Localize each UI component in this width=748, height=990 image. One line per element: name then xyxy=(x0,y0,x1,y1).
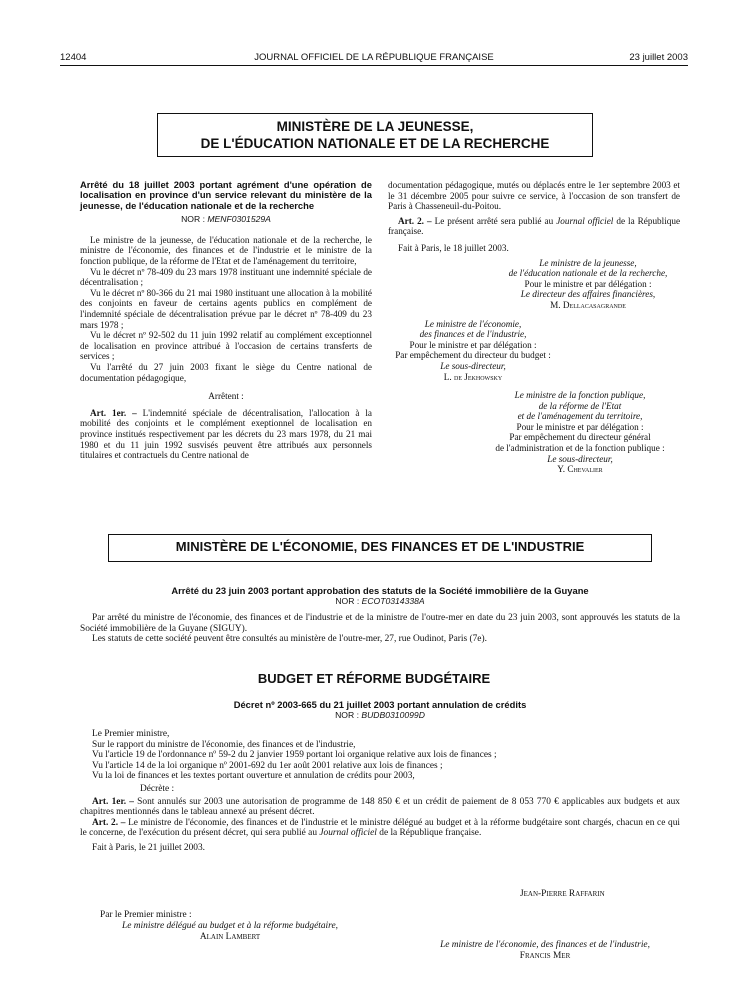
article-2-text-b: de la République française. xyxy=(388,215,681,237)
nor-code-3: BUDB0310099D xyxy=(361,710,425,721)
nor-code: MENF0301529A xyxy=(207,214,271,225)
nor-line-2 xyxy=(80,596,680,607)
sig3-line4: Pour le ministre et par délégation : xyxy=(516,421,644,432)
article-2-journal: Journal officiel xyxy=(556,215,614,226)
eco-title: Le ministre de l'économie, des finances et de l'industrie, xyxy=(440,940,650,950)
article-1-text: L'indemnité spéciale de décentralisation, l'allocation à la mobilité des conjoints et le complément exeptionnel de localisation en province institués respectivement par les décrets du 23 mars 1978, du 21 mai 1980 et du 11 juin 1992 susvisés peuvent être attribués aux personnels titulaires et contractuels du Centre national de xyxy=(80,407,372,461)
header-date: 23 juillet 2003 xyxy=(629,52,688,63)
vu-loi-finances: Vu la loi de finances et les textes portant ouverture et annulation de crédits pour 2003, xyxy=(92,771,415,782)
decret-article-2-journal: Journal officiel xyxy=(319,828,377,839)
ministry-title-line2: DE L'ÉDUCATION NATIONALE ET DE LA RECHERCHE xyxy=(200,136,550,151)
eco-name: Francis Mer xyxy=(519,951,571,961)
sur-rapport: Sur le rapport du ministre de l'économie, des finances et de l'industrie, xyxy=(92,739,356,750)
decret-article-2 xyxy=(80,818,680,839)
sig2-line2: des finances et de l'industrie, xyxy=(419,329,527,340)
budget-section-title: BUDGET ET RÉFORME BUDGÉTAIRE xyxy=(257,671,491,686)
decret-article-2-text-a: Le ministre de l'économie, des finances et de l'industrie et le ministre délégué au budget et à la réforme budgétaire sont chargés, chacun en ce qui le concerne, de l'exécution du présent décret, qui sera publié au xyxy=(80,817,681,839)
vu-loi-organique: Vu l'article 14 de la loi organique nº 2001-692 du 1er août 2001 relative aux lois de finances ; xyxy=(92,760,443,771)
sig2-name: L. de Jekhowsky xyxy=(443,371,503,382)
article-2-text-a: Le présent arrêté sera publié au xyxy=(434,215,554,226)
decret-article-1 xyxy=(80,797,680,818)
economy-ministry-title: MINISTÈRE DE L'ÉCONOMIE, DES FINANCES ET DE L'INDUSTRIE xyxy=(175,539,585,554)
sig3-line3: et de l'aménagement du territoire, xyxy=(517,411,643,422)
sig3-line7: Le sous-directeur, xyxy=(547,453,613,464)
article-2 xyxy=(388,216,680,237)
fait-paris: Fait à Paris, le 18 juillet 2003. xyxy=(398,242,509,253)
sig1-name: M. Dellacasagrande xyxy=(550,299,626,310)
decret-article-1-text: Sont annulés sur 2003 une autorisation de programme de 148 850 € et un crédit de paiement de 8 053 770 € applicables aux budgets et aux chapitres mentionnés dans le tableau annexé au présent décret. xyxy=(80,796,680,818)
sig3-line5: Par empêchement du directeur général xyxy=(509,432,651,443)
signature-block-1 xyxy=(498,258,678,311)
decret-article-1-label: Art. 1er. – xyxy=(92,796,134,807)
ministry-title-line1: MINISTÈRE DE LA JEUNESSE, xyxy=(276,119,474,134)
nor-line-3 xyxy=(80,710,680,721)
page-number: 12404 xyxy=(60,52,87,63)
sig2-line5: Le sous-directeur, xyxy=(440,360,506,371)
sig1-line3: Pour le ministre et par délégation : xyxy=(524,278,652,289)
delegue-name: Alain Lambert xyxy=(199,931,261,942)
signature-block-2 xyxy=(388,319,558,383)
eco-signature-block xyxy=(400,940,690,962)
arrete-siguy-title: Arrêté du 23 juin 2003 portant approbation des statuts de la Société immobilière de la Guyane xyxy=(171,585,589,596)
article-2-label: Art. 2. – xyxy=(398,215,432,226)
sig2-line1: Le ministre de l'économie, xyxy=(424,318,522,329)
sig1-line4: Le directeur des affaires financières, xyxy=(520,289,656,300)
vu-arrete-2003: Vu l'arrêté du 27 juin 2003 fixant le siège du Centre national de documentation pédagogique, xyxy=(80,361,372,383)
journal-title: JOURNAL OFFICIEL DE LA RÉPUBLIQUE FRANÇAISE xyxy=(254,52,494,63)
decrete: Décrète : xyxy=(140,783,175,794)
sig2-line3: Pour le ministre et par délégation : xyxy=(409,339,537,350)
sig3-line1: Le ministre de la fonction publique, xyxy=(514,390,646,401)
section2-body xyxy=(80,586,680,645)
decret-article-2-label: Art. 2. – xyxy=(92,817,126,828)
decret-article-2-text-b: de la République française. xyxy=(379,828,482,839)
vu-ordonnance: Vu l'article 19 de l'ordonnance nº 59-2 du 2 janvier 1959 portant loi organique relative aux lois de finances ; xyxy=(92,750,497,761)
ministry-title-box xyxy=(157,113,593,157)
premier-ministre: Le Premier ministre, xyxy=(92,729,170,739)
nor-label: NOR : xyxy=(181,214,205,225)
nor-line xyxy=(80,214,372,225)
sig2-line4: Par empêchement du directeur du budget : xyxy=(395,350,551,361)
nor-label-3: NOR : xyxy=(335,710,359,721)
preamble: Le ministre de la jeunesse, de l'éducation nationale et de la recherche, le ministre de l'économie, des finances et de l'industrie et le ministre de la fonction publique, de la réforme de l'Etat et de l'aménagement du territoire, xyxy=(80,234,372,266)
arretent: Arrêtent : xyxy=(208,391,244,402)
vu-decret-1992: Vu le décret nº 92-502 du 11 juin 1992 relatif au complément exceptionnel de localisation en province attribué à l'occasion de certains transferts de services ; xyxy=(80,330,372,362)
sig3-name: Y. Chevalier xyxy=(557,464,603,475)
header-rule xyxy=(60,65,688,66)
par-premier-ministre: Par le Premier ministre : xyxy=(100,910,192,920)
article-1 xyxy=(80,408,372,461)
siguy-para1: Par arrêté du ministre de l'économie, des finances et de l'industrie et de la ministre de l'outre-mer en date du 23 juin 2003, sont approuvés les statuts de la Société immobilière de la Guyane (SIGUY). xyxy=(80,613,680,634)
left-column xyxy=(80,180,372,461)
article-1-continued: documentation pédagogique, mutés ou déplacés entre le 1er septembre 2003 et le 31 décembre 2005 pour suivre ce service, à l'occasion de son transfert de Paris à Chasseneuil-du-Poitou. xyxy=(388,180,680,212)
vu-decret-1978: Vu le décret nº 78-409 du 23 mars 1978 instituant une indemnité spéciale de décentralisation ; xyxy=(80,266,372,288)
delegue-title: Le ministre délégué au budget et à la réforme budgétaire, xyxy=(122,920,338,931)
sig1-line1: Le ministre de la jeunesse, xyxy=(539,257,637,268)
right-column xyxy=(388,180,680,475)
decret-title: Décret nº 2003-665 du 21 juillet 2003 portant annulation de crédits xyxy=(233,699,527,710)
sig3-line2: de la réforme de l'Etat xyxy=(538,400,622,411)
nor-code-2: ECOT0314338A xyxy=(361,596,425,607)
fait-paris-2: Fait à Paris, le 21 juillet 2003. xyxy=(92,842,206,853)
pm-signature-block xyxy=(80,910,380,942)
economy-ministry-box xyxy=(108,534,652,562)
siguy-para2: Les statuts de cette société peuvent être consultés au ministère de l'outre-mer, 27, rue Oudinot, Paris (7e). xyxy=(92,634,487,645)
vu-decret-1980: Vu le décret nº 80-366 du 21 mai 1980 instituant une allocation à la mobilité des conjoints en faveur de certains agents publics en complément de l'indemnité spéciale de décentralisation prévue par le décret nº 78-409 du 23 mars 1978 ; xyxy=(80,287,372,330)
signer-raffarin: Jean-Pierre Raffarin xyxy=(520,889,605,899)
sig1-line2: de l'éducation nationale et de la recherche, xyxy=(508,268,668,279)
article-1-label: Art. 1er. – xyxy=(90,407,137,418)
arrete-title: Arrêté du 18 juillet 2003 portant agrément d'une opération de localisation en province d'un service relevant du ministère de la jeunesse, de l'éducation nationale et de la recherche xyxy=(80,179,372,211)
nor-label-2: NOR : xyxy=(335,596,360,607)
section3-body xyxy=(80,700,680,854)
signature-block-3 xyxy=(480,390,680,475)
sig3-line6: de l'administration et de la fonction publique : xyxy=(495,443,665,454)
